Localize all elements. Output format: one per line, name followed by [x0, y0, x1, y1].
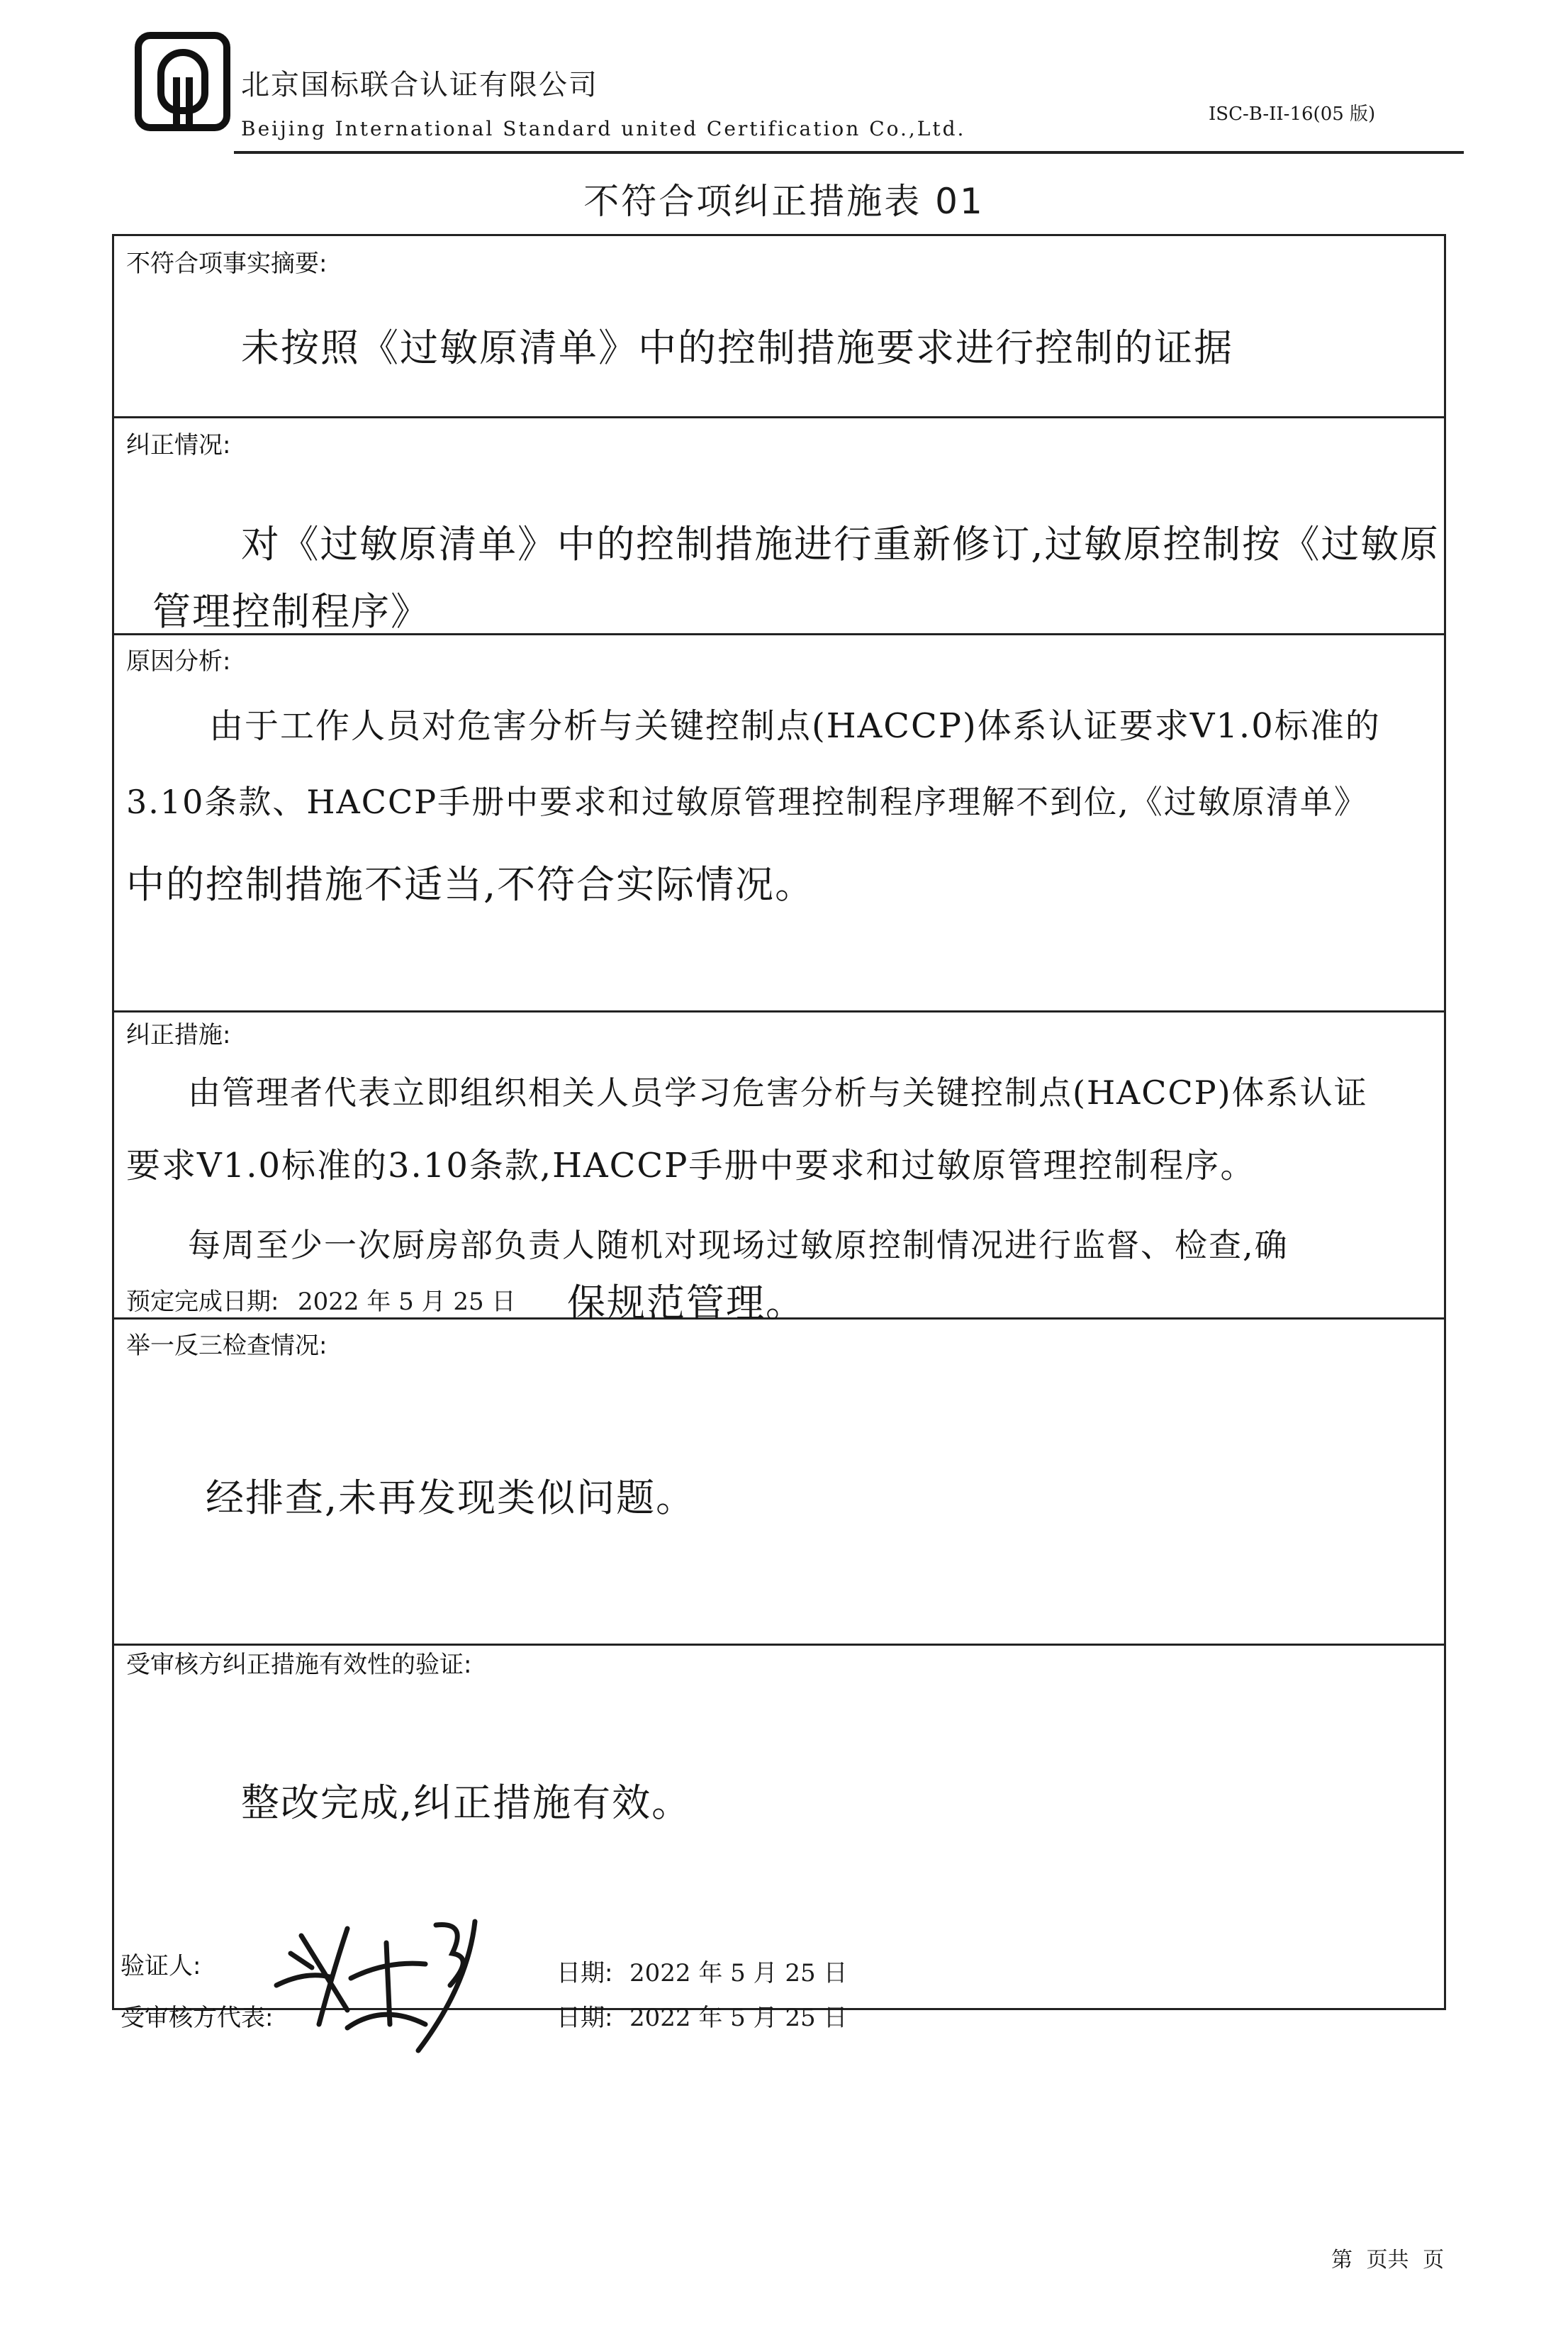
row-divider-1	[112, 416, 1446, 418]
rep-date-label: 日期:	[556, 2004, 613, 2032]
cause-line-1: 由于工作人员对危害分析与关键控制点(HACCP)体系认证要求V1.0标准的	[209, 706, 1381, 746]
row-divider-3	[112, 1010, 1446, 1013]
due-date-value: 2022 年 5 月 25 日	[298, 1288, 516, 1316]
inspection-label: 举一反三检查情况:	[126, 1332, 327, 1360]
page-number: 第 页共 页	[1331, 2248, 1445, 2272]
logo-mark-icon	[157, 49, 208, 114]
verifier-date-label: 日期:	[556, 1959, 613, 1987]
action-line-2: 要求V1.0标准的3.10条款,HACCP手册中要求和过敏原管理控制程序。	[126, 1146, 1256, 1186]
header-divider	[234, 151, 1464, 154]
company-logo	[135, 32, 230, 131]
cause-line-3: 中的控制措施不适当,不符合实际情况。	[126, 862, 815, 907]
action-line-1: 由管理者代表立即组织相关人员学习危害分析与关键控制点(HACCP)体系认证	[188, 1073, 1368, 1112]
form-table	[112, 234, 1446, 2010]
verification-label: 受审核方纠正措施有效性的验证:	[126, 1651, 472, 1679]
correction-label: 纠正情况:	[126, 431, 231, 459]
rep-date: 2022 年 5 月 25 日	[629, 2004, 848, 2032]
correction-line-2: 管理控制程序》	[152, 589, 430, 634]
inspection-text: 经排查,未再发现类似问题。	[206, 1476, 696, 1520]
nonconformity-label: 不符合项事实摘要:	[126, 250, 327, 278]
form-code: ISC-B-II-16(05 版)	[1209, 104, 1376, 125]
correction-line-1: 对《过敏原清单》中的控制措施进行重新修订,过敏原控制按《过敏原	[241, 522, 1440, 567]
verifier-date: 2022 年 5 月 25 日	[629, 1959, 848, 1987]
nonconformity-text: 未按照《过敏原清单》中的控制措施要求进行控制的证据	[241, 325, 1233, 370]
verifier-signature-icon	[262, 1886, 496, 2056]
logo-bar-right	[186, 77, 193, 127]
logo-bar-left	[173, 77, 180, 127]
rep-label: 受审核方代表:	[121, 2004, 274, 2032]
verification-text: 整改完成,纠正措施有效。	[241, 1780, 692, 1825]
company-name-cn: 北京国标联合认证有限公司	[241, 69, 598, 101]
verifier-label: 验证人:	[121, 1952, 201, 1980]
verifier-signature-text: 宋 过 31	[269, 2049, 272, 2050]
action-line-4: 保规范管理。	[567, 1281, 805, 1325]
document-title: 不符合项纠正措施表 01	[583, 181, 985, 222]
action-label: 纠正措施:	[126, 1021, 231, 1049]
cause-label: 原因分析:	[126, 647, 231, 676]
action-line-3: 每周至少一次厨房部负责人随机对现场过敏原控制情况进行监督、检查,确	[188, 1226, 1289, 1264]
company-name-en: Beijing International Standard united Certification Co.,Ltd.	[241, 117, 966, 140]
cause-line-2: 3.10条款、HACCP手册中要求和过敏原管理控制程序理解不到位,《过敏原清单》	[126, 783, 1368, 821]
due-date-label: 预定完成日期:	[126, 1288, 279, 1316]
